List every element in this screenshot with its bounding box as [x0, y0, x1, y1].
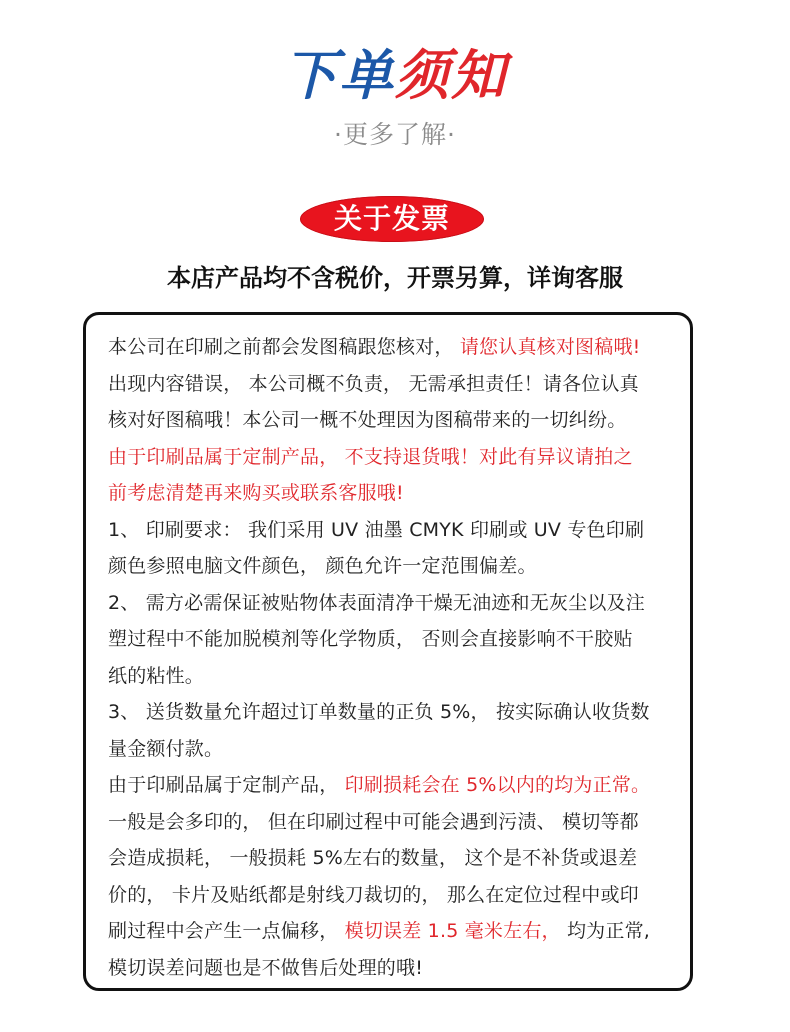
terms-line: [108, 950, 688, 987]
title-part-1: 下单: [283, 44, 395, 107]
terms-text-highlight: 请您认真核对图稿哦!: [459, 336, 641, 358]
terms-line: [108, 548, 688, 585]
terms-text: 3、 送货数量允许超过订单数量的正负 5%， 按实际确认收货数: [108, 701, 650, 723]
title-part-2: 须知: [395, 44, 507, 107]
terms-text: 颜色参照电脑文件颜色， 颜色允许一定范围偏差。: [108, 555, 537, 577]
terms-text-highlight: 印刷损耗会在 5%以内的均为正常。: [344, 774, 651, 796]
terms-text: 刷过程中会产生一点偏移，: [108, 920, 345, 942]
terms-line: [108, 402, 688, 439]
terms-text: 会造成损耗， 一般损耗 5%左右的数量， 这个是不补货或退差: [108, 847, 638, 869]
terms-line: [108, 366, 688, 403]
page-title: [0, 44, 790, 108]
terms-text: 由于印刷品属于定制产品，: [108, 774, 345, 796]
terms-box: [83, 312, 693, 991]
terms-text-highlight: 前考虑清楚再来购买或联系客服哦!: [108, 482, 404, 504]
terms-line: [108, 840, 688, 877]
terms-text: 2、 需方必需保证被贴物体表面清净干燥无油迹和无灰尘以及注: [108, 591, 645, 614]
terms-text: 一般是会多印的， 但在印刷过程中可能会遇到污渍、 模切等都: [108, 810, 639, 833]
invoice-badge: [300, 196, 484, 242]
terms-line: [108, 767, 688, 804]
terms-line: [108, 621, 688, 658]
terms-text: 量金额付款。: [108, 737, 224, 760]
terms-line: [108, 804, 688, 841]
terms-text: 模切误差问题也是不做售后处理的哦!: [108, 956, 424, 979]
tax-notice: 本店产品均不含税价，开票另算，详询客服: [167, 264, 623, 292]
terms-text: 出现内容错误， 本公司概不负责， 无需承担责任！请各位认真: [108, 372, 639, 395]
terms-text: 价的， 卡片及贴纸都是射线刀裁切的， 那么在定位过程中或印: [108, 883, 639, 906]
terms-content: [108, 329, 688, 986]
terms-line: [108, 475, 688, 512]
terms-text-highlight: 由于印刷品属于定制产品， 不支持退货哦！对此有异议请拍之: [108, 445, 633, 468]
terms-line: [108, 329, 688, 366]
terms-line: [108, 658, 688, 695]
terms-line: [108, 877, 688, 914]
subtitle: ·更多了解·: [334, 120, 456, 149]
terms-text: 本公司在印刷之前都会发图稿跟您核对，: [108, 336, 460, 358]
terms-line: [108, 731, 688, 768]
terms-line: [108, 913, 688, 950]
terms-line: [108, 694, 688, 731]
terms-text: 1、 印刷要求： 我们采用 UV 油墨 CMYK 印刷或 UV 专色印刷: [108, 518, 645, 541]
terms-text: 核对好图稿哦！本公司一概不处理因为图稿带来的一切纠纷。: [108, 409, 627, 431]
terms-text: 纸的粘性。: [108, 664, 205, 687]
terms-text-highlight: 模切误差 1.5 毫米左右，: [344, 920, 567, 942]
terms-text: 塑过程中不能加脱模剂等化学物质， 否则会直接影响不干胶贴: [108, 628, 633, 650]
terms-line: [108, 585, 688, 622]
terms-text: 均为正常,: [566, 920, 651, 942]
terms-line: [108, 512, 688, 549]
terms-line: [108, 439, 688, 476]
invoice-badge-label: 关于发票: [333, 202, 450, 235]
